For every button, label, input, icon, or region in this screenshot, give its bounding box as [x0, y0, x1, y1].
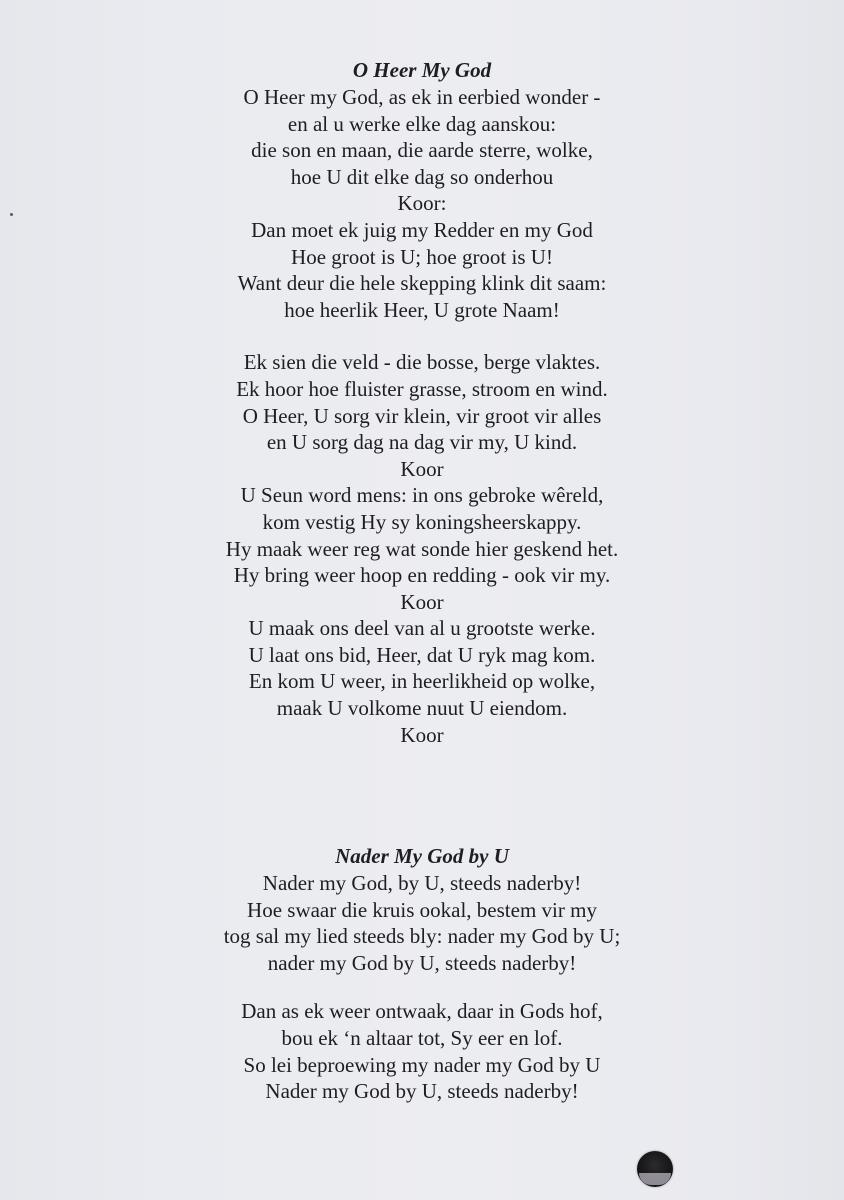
lyric-line: Dan moet ek juig my Redder en my God [251, 217, 593, 242]
lyric-line: maak U volkome nuut U eiendom. [276, 696, 568, 721]
lyric-line: U laat ons bid, Heer, dat U ryk mag kom. [248, 642, 596, 667]
lyric-line: Hy bring weer hoop en redding - ook vir my. [233, 563, 611, 588]
lyric-line: hoe heerlik Heer, U grote Naam! [284, 297, 560, 322]
lyric-line: kom vestig Hy sy koningsheerskappy. [262, 509, 582, 534]
song-title: O Heer My God [352, 58, 492, 82]
lyric-line: hoe U dit elke dag so onderhou [290, 164, 554, 189]
lyric-line: bou ek ‘n altaar tot, Sy eer en lof. [281, 1025, 563, 1050]
chorus-label: Koor [400, 589, 444, 614]
stanza-spacer [0, 323, 844, 349]
lyric-line: U maak ons deel van al u grootste werke. [248, 616, 596, 641]
chorus-label: Koor: [397, 191, 447, 216]
lyric-line: en al u werke elke dag aanskou: [287, 111, 557, 136]
song-o-heer-my-god [0, 56, 844, 748]
stanza [0, 998, 844, 1104]
lyric-line: So lei beproewing my nader my God by U [243, 1052, 601, 1077]
stanza [0, 349, 844, 748]
song-nader-my-god-by-u [0, 842, 844, 1105]
song-title: Nader My God by U [335, 844, 509, 868]
lyric-line: Want deur die hele skepping klink dit saam: [237, 271, 607, 296]
lyric-line: U Seun word mens: in ons gebroke wêreld, [240, 483, 604, 508]
lyric-line: En kom U weer, in heerlikheid op wolke, [248, 669, 596, 694]
stanza [0, 84, 844, 323]
lyric-line: nader my God by U, steeds naderby! [267, 950, 577, 975]
lyric-line: Nader my God by U, steeds naderby! [265, 1079, 579, 1104]
punch-hole [637, 1151, 673, 1187]
stanza [0, 870, 844, 976]
lyric-line: Ek sien die veld - die bosse, berge vlaktes. [243, 350, 601, 375]
lyric-line: O Heer, U sorg vir klein, vir groot vir alles [242, 403, 602, 428]
lyric-line: en U sorg dag na dag vir my, U kind. [266, 430, 578, 455]
lyric-line: die son en maan, die aarde sterre, wolke, [251, 138, 593, 163]
lyric-line: Dan as ek weer ontwaak, daar in Gods hof, [241, 999, 603, 1024]
chorus-label: Koor [400, 456, 444, 481]
stanza-spacer [0, 976, 844, 998]
chorus-label: Koor [400, 722, 444, 747]
lyric-line: Hoe groot is U; hoe groot is U! [291, 244, 553, 269]
lyric-line: Hoe swaar die kruis ookal, bestem vir my [247, 897, 597, 922]
lyric-line: Hy maak weer reg wat sonde hier geskend het. [225, 536, 619, 561]
lyric-line: Nader my God, by U, steeds naderby! [262, 871, 582, 895]
lyric-line: tog sal my lied steeds bly: nader my God by U; [223, 924, 621, 949]
lyric-line: O Heer my God, as ek in eerbied wonder - [243, 85, 601, 109]
lyric-line: Ek hoor hoe fluister grasse, stroom en wind. [236, 376, 608, 401]
